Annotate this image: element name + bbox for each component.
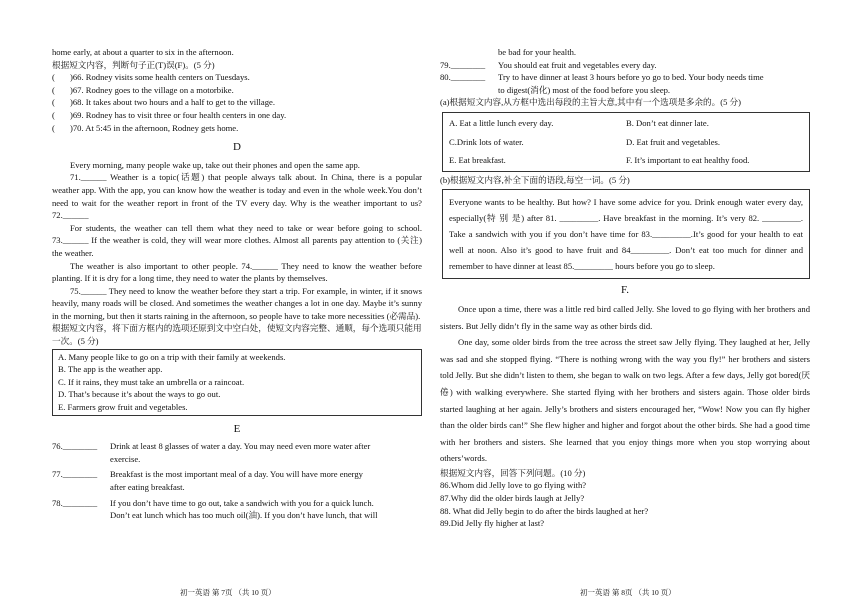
question-item: 87.Why did the older birds laugh at Jelly? [440, 493, 585, 504]
answer-blank[interactable]: 76.________ [52, 441, 98, 452]
answer-bracket[interactable]: ( [52, 109, 55, 120]
page-footer: 初一英语 第 8页 （共 10 页） [580, 588, 676, 597]
page-footer: 初一英语 第 7页 （共 10 页） [180, 588, 276, 597]
tf-item [52, 96, 422, 109]
item-text: Breakfast is the most important meal of a day. You will have more energy [110, 469, 363, 480]
section-instruction: (b)根据短文内容,补全下面的语段,每空一词。(5 分) [440, 174, 630, 185]
paragraph: 75.______ They need to know the weather before they start a trip. For example, in winter, if it snows heavily, many roads will be closed. And sometimes the weather changes a lot in one day. Maybe it’s sunny in the morning, but then it starts raining in the afternoon, so people have to take more necessities (必需品). [52, 285, 422, 321]
item-continuation: be bad for your health. [498, 47, 577, 57]
paragraph: The weather is also important to other people. 74.______ They need to know the weather before planting. If it is dry for a long time, they need to water the plants by themselves. [52, 260, 422, 284]
answer-bracket[interactable]: ( [52, 72, 55, 83]
option-item: A. Eat a little lunch every day. [449, 117, 554, 128]
answer-blank[interactable]: 80.________ [440, 72, 486, 83]
option-item: E. Farmers grow fruit and vegetables. [58, 402, 188, 413]
answer-bracket[interactable]: ( [52, 97, 55, 108]
item-continuation: to digest(消化) most of the food before you sleep. [498, 84, 671, 95]
section-instruction: 根据短文内容，将下面方框内的选项还原到文中空白处，使短文内容完整、通顺，每个选项只能用一次。(5 分) [52, 323, 422, 347]
paragraph: Once upon a time, there was a little red bird called Jelly. She loved to go flying with her brothers and sisters. But Jelly didn’t fly in the same way as other birds did. [440, 303, 810, 331]
tf-text: )66. Rodney visits some health centers on Tuesdays. [70, 72, 250, 83]
options-box [52, 349, 422, 416]
item-text: You should eat fruit and vegetables every day. [498, 59, 657, 70]
question-item: 89.Did Jelly fly higher at last? [440, 518, 545, 529]
summary-box: Everyone wants to be healthy. But how? I have some advice for you. Drink enough water every day, especially(特 别 是) after 81. _________. Have breakfast in the morning. It’s very 82. _________. Take a sandwich with you if you don’t have time for 83._________.It’s good for your health to eat well at noon. Also it’s good to have fruit and 84_________. Don’t eat too much for dinner and remember to have dinner at least 85._________ hours before you go to sleep. [442, 189, 810, 279]
question-item: 86.Whom did Jelly love to go flying with? [440, 480, 587, 491]
option-item: D. That’s because it’s about the ways to go out. [58, 389, 221, 400]
text-line: home early, at about a quarter to six in the afternoon. [52, 47, 234, 57]
tf-text: )70. At 5:45 in the afternoon, Rodney gets home. [70, 122, 239, 133]
numbered-item [52, 440, 422, 453]
question-item: 88. What did Jelly begin to do after the birds laughed at her? [440, 505, 649, 516]
right-page [440, 0, 810, 530]
item-text: If you don’t have time to go out, take a sandwich with you for a quick lunch. [110, 497, 374, 508]
section-heading-d: D [233, 141, 241, 154]
option-item: A. Many people like to go on a trip with their family at weekends. [58, 351, 286, 362]
option-item: F. It’s important to eat healthy food. [626, 155, 750, 166]
answer-blank[interactable]: 77.________ [52, 469, 98, 480]
option-item: E. Eat breakfast. [449, 155, 506, 166]
item-continuation: after eating breakfast. [110, 482, 185, 492]
tf-item [52, 84, 422, 97]
option-item: D. Eat fruit and vegetables. [626, 136, 721, 147]
tf-item [52, 71, 422, 84]
tf-text: )68. It takes about two hours and a half to get to the village. [70, 97, 276, 108]
tf-item [52, 122, 422, 135]
answer-blank[interactable]: 78.________ [52, 497, 98, 508]
answer-bracket[interactable]: ( [52, 122, 55, 133]
paragraph: One day, some older birds from the tree across the street saw Jelly flying. They laughed at her, Jelly was sad and she stopped flying. “There is nothing wrong with the way you fly!” her brothers and sisters told Jelly. But she didn’t listen to them, she began to walk on two legs. After a few days, Jelly got bored(厌倦) with walking everywhere. She started flying with her brothers and sisters again. Those older birds started laughing at her again. Jelly’s brothers and sisters encouraged her, “Wow! Now you can fly higher than the older birds can!” She flew higher and higher and forgot about the other birds. She had a good time with her brothers and sisters. She learned that you enjoy things more when you stop worrying about others’words. [440, 337, 810, 464]
numbered-item [440, 71, 810, 84]
main-idea-options-box [442, 112, 810, 172]
item-continuation: exercise. [110, 453, 141, 464]
option-item: B. The app is the weather app. [58, 364, 163, 375]
numbered-item [52, 468, 422, 481]
section-instruction: (a)根据短文内容,从方框中选出每段的主旨大意,其中有一个选项是多余的。(5 分) [440, 97, 742, 108]
numbered-item [52, 497, 422, 510]
tf-text: )69. Rodney has to visit three or four health centers in one day. [70, 109, 287, 120]
tf-text: )67. Rodney goes to the village on a motorbike. [70, 84, 234, 95]
section-instruction: 根据短文内容，回答下列问题。(10 分) [440, 467, 586, 478]
option-item: C. If it rains, they must take an umbrella or a raincoat. [58, 376, 245, 387]
option-item: B. Don’t eat dinner late. [626, 117, 709, 128]
item-continuation: Don’t eat lunch which has too much oil(油). If you don’t have lunch, that will [110, 510, 378, 521]
numbered-item [440, 59, 810, 72]
section-instruction: 根据短文内容，判断句子正(T)误(F)。(5 分) [52, 59, 215, 70]
option-item: C.Drink lots of water. [449, 136, 524, 147]
tf-item [52, 109, 422, 122]
paragraph: For students, the weather can tell them what they need to take or wear before going to school. 73.______ If the weather is cold, they will wear more clothes. Almost all parents pay attention to (关注) the weather. [52, 222, 422, 258]
tf-list [52, 71, 422, 134]
section-heading-e: E [233, 422, 241, 435]
paragraph: 71.______ Weather is a topic(话题) that people always talk about. In China, there is a popular weather app. With the app, you can know how the weather is today and even in the whole week.You don’t need to wait for the weather report in front of the TV every day. Why is the weather important to us? 72.______ [52, 172, 422, 221]
section-heading-f: F. [621, 284, 629, 297]
answer-bracket[interactable]: ( [52, 84, 55, 95]
item-text: Drink at least 8 glasses of water a day. You may need even more water after [110, 441, 371, 452]
answer-blank[interactable]: 79.________ [440, 59, 486, 70]
item-text: Try to have dinner at least 3 hours before yo go to bed. Your body needs time [498, 72, 764, 83]
paragraph: Every morning, many people wake up, take out their phones and open the same app. [70, 159, 360, 170]
left-page [52, 0, 422, 522]
